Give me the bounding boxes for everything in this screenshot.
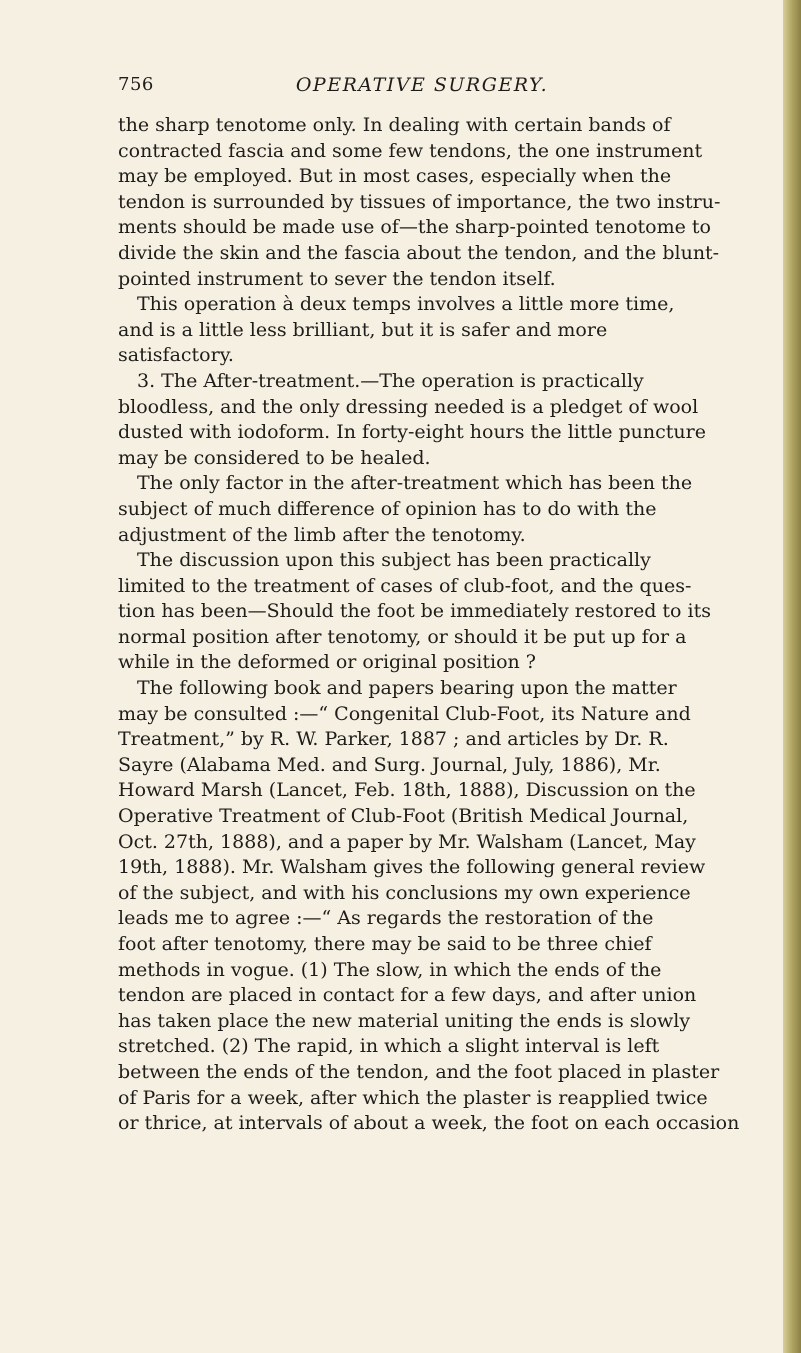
text-line: ments should be made use of—the sharp-pointed tenotome to [118,216,711,239]
text-line: adjustment of the limb after the tenotomy. [118,523,526,546]
text-line: Operative Treatment of Club-Foot (British Medical Journal, [118,805,689,828]
text-line: Treatment,” by R. W. Parker, 1887 ; and articles by Dr. R. [118,728,669,751]
text-line: satisfactory. [118,344,234,367]
text-line: may be considered to be healed. [118,446,431,469]
text-line: limited to the treatment of cases of club-foot, and the ques- [118,574,692,597]
text-line: bloodless, and the only dressing needed is a pledget of wool [118,395,699,418]
text-line: of Paris for a week, after which the plaster is reapplied twice [118,1086,708,1109]
text-line: dusted with iodoform. In forty-eight hours the little puncture [118,421,706,444]
text-line: and is a little less brilliant, but it is safer and more [118,318,608,341]
text-line: of the subject, and with his conclusions my own experience [118,881,691,904]
page-number: 756 [118,74,154,95]
text-line: tion has been—Should the foot be immediately restored to its [118,600,711,623]
page-edge [783,0,801,1353]
text-line: the sharp tenotome only. In dealing with certain bands of [118,114,671,136]
text-line: subject of much difference of opinion has to do with the [118,497,657,520]
text-line: This operation à deux temps involves a little more time, [137,293,675,316]
text-line: 19th, 1888). Mr. Walsham gives the following general review [118,856,706,879]
text-line: normal position after tenotomy, or should it be put up for a [118,625,687,648]
text-line: may be consulted :—“ Congenital Club-Foot, its Nature and [118,702,691,725]
text-line: leads me to agree :—“ As regards the restoration of the [118,907,654,930]
text-line: The following book and papers bearing upon the matter [137,677,677,700]
text-line: divide the skin and the fascia about the tendon, and the blunt- [118,241,720,264]
running-title: OPERATIVE SURGERY. [295,74,549,96]
text-line: Oct. 27th, 1888), and a paper by Mr. Walsham (Lancet, May [118,830,696,853]
text-line: may be employed. But in most cases, especially when the [118,165,672,188]
text-line: pointed instrument to sever the tendon itself. [118,267,556,290]
text-line: tendon are placed in contact for a few days, and after union [118,984,697,1007]
text-line: Howard Marsh (Lancet, Feb. 18th, 1888), Discussion on the [118,779,696,802]
text-line: stretched. (2) The rapid, in which a slight interval is left [118,1035,660,1058]
running-head [118,74,726,102]
text-line: methods in vogue. (1) The slow, in which the ends of the [118,958,662,981]
text-line: between the ends of the tendon, and the foot placed in plaster [118,1060,720,1083]
text-line: The only factor in the after-treatment which has been the [137,472,693,495]
text-line: contracted fascia and some few tendons, the one instrument [118,139,703,162]
text-line: foot after tenotomy, there may be said to be three chief [118,933,652,955]
text-line: while in the deformed or original position ? [118,651,536,674]
text-line: or thrice, at intervals of about a week, the foot on each occasion [118,1112,740,1135]
section-heading-line: 3. The After-treatment.—The operation is practically [137,369,644,392]
text-line: has taken place the new material uniting the ends is slowly [118,1009,691,1032]
text-line: Sayre (Alabama Med. and Surg. Journal, July, 1886), Mr. [118,753,661,776]
body-text [118,113,748,1137]
text-line: The discussion upon this subject has been practically [137,549,651,572]
text-line: tendon is surrounded by tissues of importance, the two instru- [118,190,721,213]
